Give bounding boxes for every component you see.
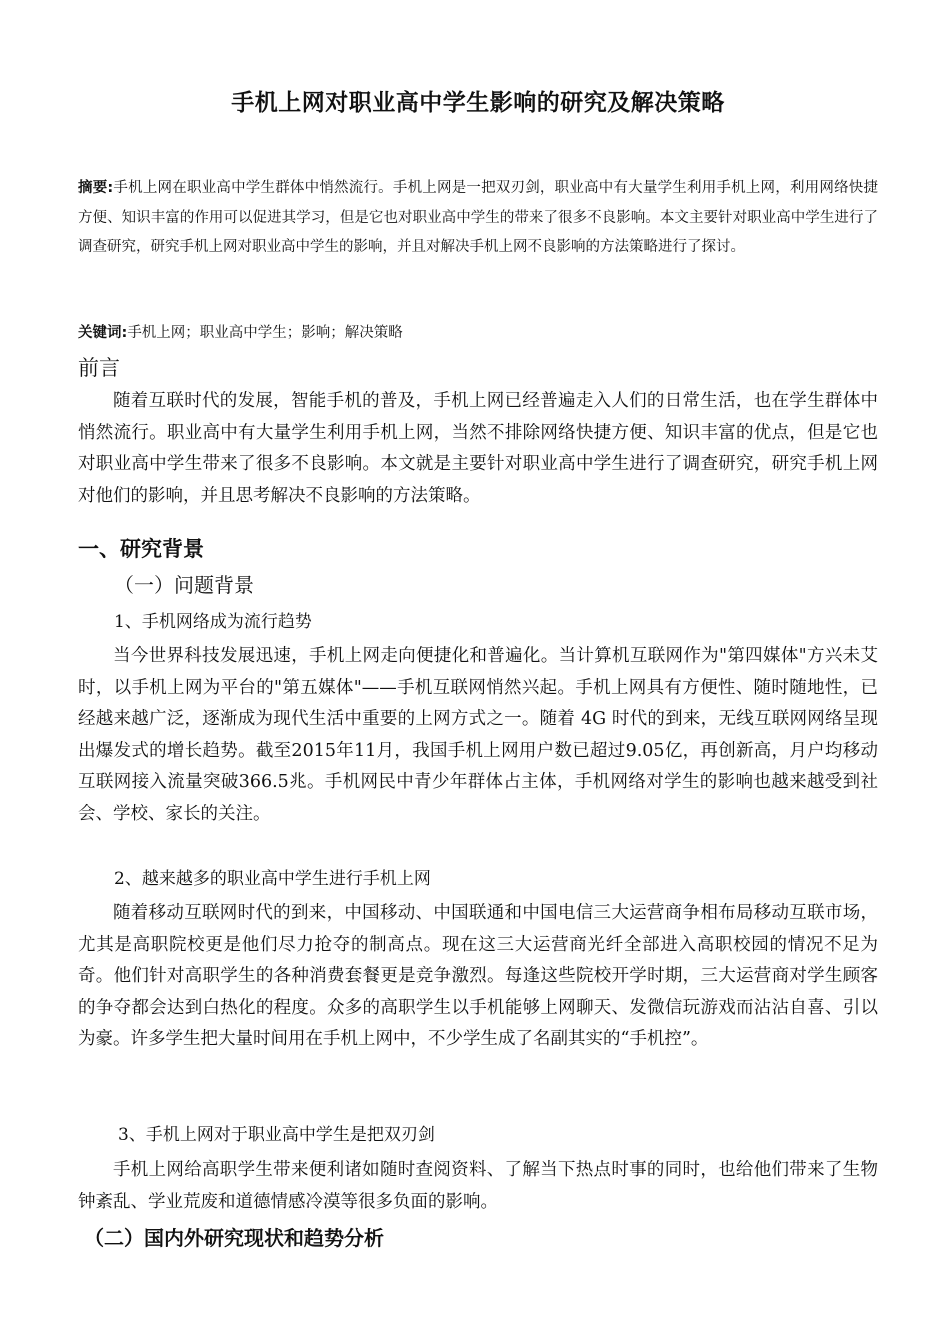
subsection-1-heading: （一）问题背景 [114, 573, 254, 597]
document-title: 手机上网对职业高中学生影响的研究及解决策略 [231, 90, 725, 116]
preface-heading: 前言 [78, 356, 120, 380]
abstract-text: 手机上网在职业高中学生群体中悄然流行。手机上网是一把双刃剑，职业高中有大量学生利用手机上网，利用网络快捷方便、知识丰富的作用可以促进其学习，但是它也对职业高中学生的带来了很多不良影响。本文主要针对职业高中学生进行了调查研究，研究手机上网对职业高中学生的影响，并且对解决手机上网不良影响的方法策略进行了探讨。 [78, 180, 878, 255]
item-1-heading: 1、手机网络成为流行趋势 [114, 612, 312, 632]
section-1-heading: 一、研究背景 [78, 537, 204, 561]
subsection-2-heading: （二）国内外研究现状和趋势分析 [84, 1226, 384, 1250]
item-3-heading: 3、手机上网对于职业高中学生是把双刃剑 [118, 1125, 435, 1145]
keywords-label: 关键词: [78, 325, 128, 341]
keywords-text: 手机上网；职业高中学生；影响；解决策略 [127, 325, 403, 341]
abstract-label: 摘要: [78, 180, 114, 196]
item-2-heading: 2、越来越多的职业高中学生进行手机上网 [114, 869, 431, 889]
keywords [78, 320, 878, 346]
item-1-paragraph: 当今世界科技发展迅速，手机上网走向便捷化和普遍化。当计算机互联网作为"第四媒体"方兴未艾时，以手机上网为平台的"第五媒体"——手机互联网悄然兴起。手机上网具有方便性、随时随地性，已经越来越广泛，逐渐成为现代生活中重要的上网方式之一。随着 4G 时代的到来，无线互联网网络呈现出爆发式的增长趋势。截至2015年11月，我国手机上网用户数已超过9.05亿，再创新高，月户均移动互联网接入流量突破366.5兆。手机网民中青少年群体占主体，手机网络对学生的影响也越来越受到社会、学校、家长的关注。 [78, 646, 878, 824]
item-3-paragraph: 手机上网给高职学生带来便利诸如随时查阅资料、了解当下热点时事的同时，也给他们带来了生物钟紊乱、学业荒废和道德情感冷漠等很多负面的影响。 [78, 1160, 878, 1212]
preface-paragraph: 随着互联时代的发展，智能手机的普及，手机上网已经普遍走入人们的日常生活，也在学生群体中悄然流行。职业高中有大量学生利用手机上网，当然不排除网络快捷方便、知识丰富的优点，但是它也对职业高中学生带来了很多不良影响。本文就是主要针对职业高中学生进行了调查研究，研究手机上网对他们的影响，并且思考解决不良影响的方法策略。 [78, 391, 878, 506]
item-2-paragraph: 随着移动互联网时代的到来，中国移动、中国联通和中国电信三大运营商争相布局移动互联市场，尤其是高职院校更是他们尽力抢夺的制高点。现在这三大运营商光纤全部进入高职校园的情况不足为奇。他们针对高职学生的各种消费套餐更是竞争激烈。每逢这些院校开学时期，三大运营商对学生顾客的争夺都会达到白热化的程度。众多的高职学生以手机能够上网聊天、发微信玩游戏而沾沾自喜、引以为豪。许多学生把大量时间用在手机上网中，不少学生成了名副其实的“手机控”。 [78, 903, 878, 1049]
abstract [78, 174, 878, 263]
document-page [78, 0, 878, 1344]
